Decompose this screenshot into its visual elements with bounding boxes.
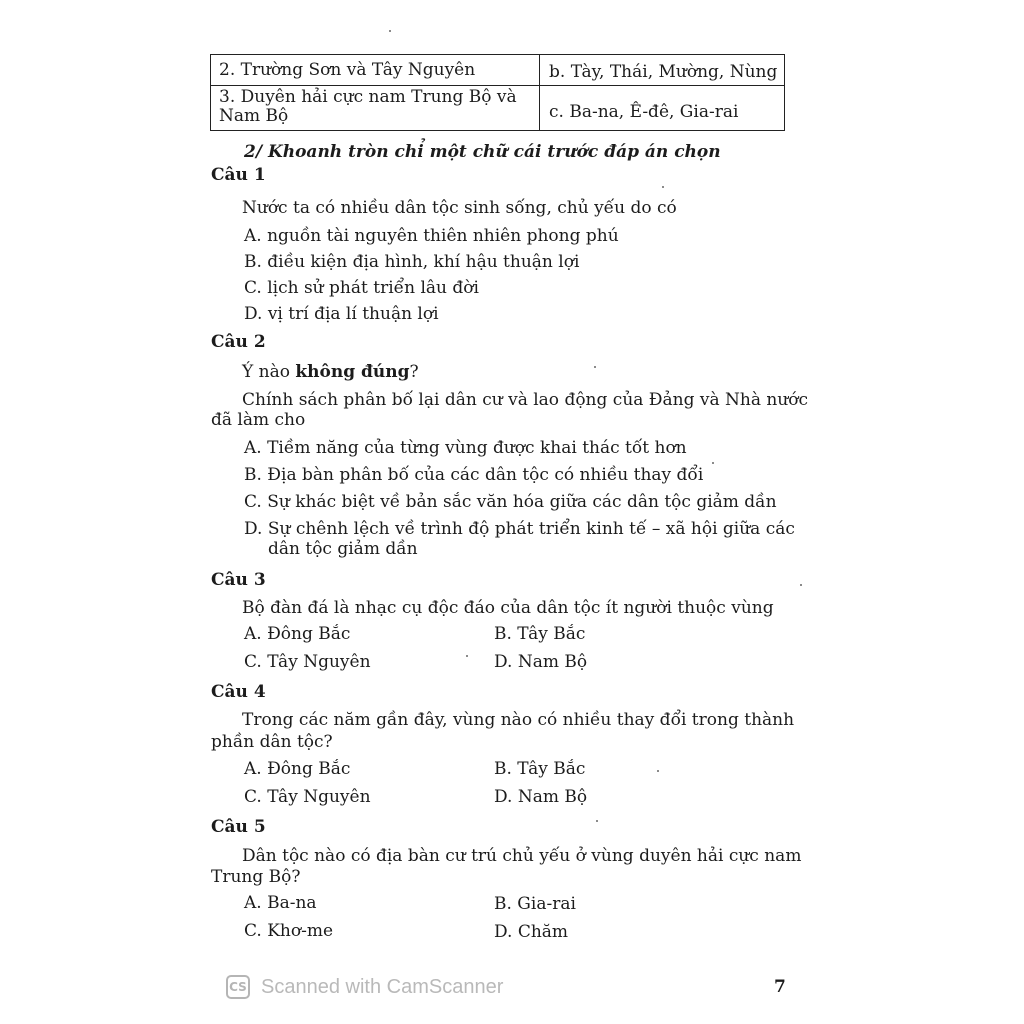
question-4-stem-line2: phần dân tộc?: [211, 732, 333, 752]
question-4-option-b: B. Tây Bắc: [494, 759, 586, 779]
question-1-option-d: D. vị trí địa lí thuận lợi: [244, 304, 439, 324]
question-3-stem: Bộ đàn đá là nhạc cụ độc đáo của dân tộc ít người thuộc vùng: [242, 598, 774, 618]
scan-speck: [712, 462, 714, 464]
section-heading: 2/ Khoanh tròn chỉ một chữ cái trước đáp án chọn: [244, 142, 721, 162]
question-5-label: Câu 5: [211, 817, 266, 837]
scan-speck: [594, 366, 596, 368]
question-5-option-d: D. Chăm: [494, 922, 569, 942]
table-row-3-right: c. Ba-na, Ê-đê, Gia-rai: [549, 102, 739, 122]
question-5-stem-line2: Trung Bộ?: [211, 867, 301, 887]
question-4-label: Câu 4: [211, 682, 266, 702]
scan-speck: [389, 30, 391, 32]
scan-speck: [657, 770, 659, 772]
question-3-option-b: B. Tây Bắc: [494, 624, 586, 644]
question-4-option-d: D. Nam Bộ: [494, 787, 588, 807]
question-5-option-b: B. Gia-rai: [494, 894, 576, 914]
question-2-option-a: A. Tiềm năng của từng vùng được khai thác tốt hơn: [244, 438, 687, 458]
question-4-option-c: C. Tây Nguyên: [244, 787, 371, 807]
question-4-stem-line1: Trong các năm gần đây, vùng nào có nhiều thay đổi trong thành: [242, 710, 795, 730]
scan-speck: [662, 186, 664, 188]
question-4-option-a: A. Đông Bắc: [244, 759, 351, 779]
question-1-option-c: C. lịch sử phát triển lâu đời: [244, 278, 479, 298]
scan-speck: [800, 584, 802, 586]
question-1-label: Câu 1: [211, 165, 266, 185]
question-2-stem-line2: đã làm cho: [211, 410, 306, 430]
scan-speck: [596, 820, 598, 822]
question-5-option-a: A. Ba-na: [244, 893, 317, 913]
question-2-label: Câu 2: [211, 332, 266, 352]
table-row-2-left: 2. Trường Sơn và Tây Nguyên: [219, 60, 476, 80]
question-2-stem-line1: Chính sách phân bố lại dân cư và lao động của Đảng và Nhà nước: [242, 390, 809, 410]
question-3-option-a: A. Đông Bắc: [244, 624, 351, 644]
question-3-option-c: C. Tây Nguyên: [244, 652, 371, 672]
table-row-2-right: b. Tày, Thái, Mường, Nùng: [549, 62, 778, 82]
question-2-prompt: Ý nào không đúng?: [242, 362, 419, 382]
question-3-option-d: D. Nam Bộ: [494, 652, 588, 672]
question-5-option-c: C. Khơ-me: [244, 921, 334, 941]
question-1-option-b: B. điều kiện địa hình, khí hậu thuận lợi: [244, 252, 580, 272]
question-2-option-d: D. Sự chênh lệch về trình độ phát triển kinh tế – xã hội giữa các: [244, 519, 795, 539]
table-row-3-left: 3. Duyên hải cực nam Trung Bộ và Nam Bộ: [219, 87, 517, 126]
question-2-option-b: B. Địa bàn phân bố của các dân tộc có nhiều thay đổi: [244, 465, 704, 485]
question-1-option-a: A. nguồn tài nguyên thiên nhiên phong phú: [244, 226, 619, 246]
question-2-option-d-cont: dân tộc giảm dần: [268, 539, 418, 559]
question-1-stem: Nước ta có nhiều dân tộc sinh sống, chủ yếu do có: [242, 198, 677, 218]
question-2-option-c: C. Sự khác biệt về bản sắc văn hóa giữa các dân tộc giảm dần: [244, 492, 777, 512]
scan-speck: [466, 655, 468, 657]
question-3-label: Câu 3: [211, 570, 266, 590]
camscanner-watermark: Scanned with CamScanner: [261, 976, 504, 998]
page-number: 7: [774, 977, 786, 997]
matching-table: [210, 54, 785, 131]
question-5-stem-line1: Dân tộc nào có địa bàn cư trú chủ yếu ở vùng duyên hải cực nam: [242, 846, 802, 866]
camscanner-logo-icon: CS: [226, 975, 250, 999]
